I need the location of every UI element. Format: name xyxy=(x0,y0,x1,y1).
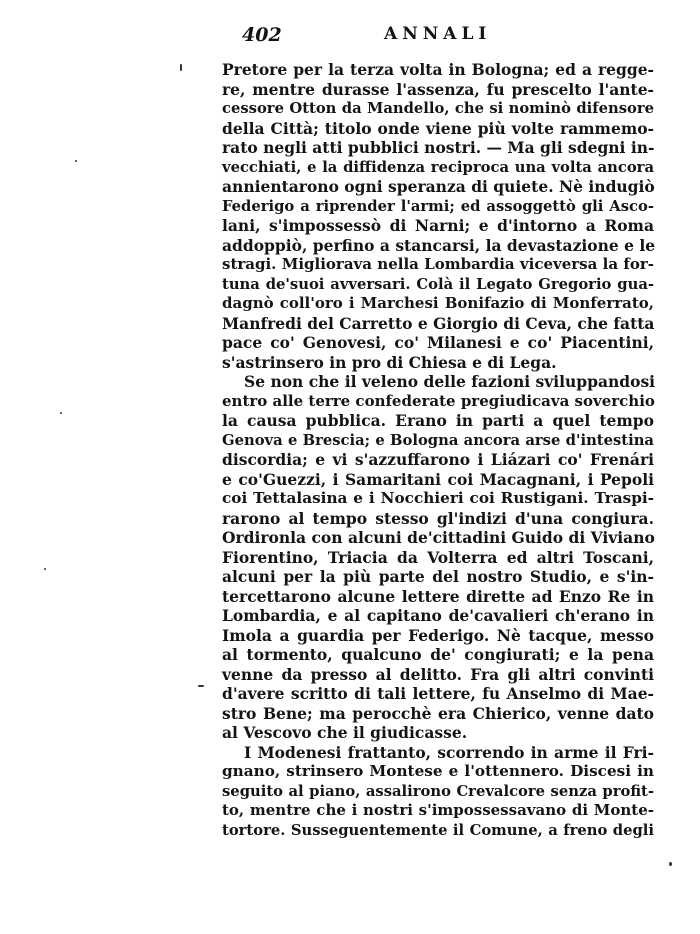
text-line: pace co' Genovesi, co' Milanesi e co' Piacentini, xyxy=(222,333,654,352)
text-line: Lombardia, e al capitano de'cavalieri ch'erano in xyxy=(222,606,654,625)
text-line: Pretore per la terza volta in Bologna; ed a regge- xyxy=(222,60,654,79)
text-line: vecchiati, e la diffidenza reciproca una volta ancora xyxy=(222,158,654,176)
text-line: discordia; e vi s'azzuffarono i Liázari co' Frenári xyxy=(222,450,654,469)
text-line: stragi. Migliorava nella Lombardia viceversa la for- xyxy=(222,255,654,273)
body-text xyxy=(222,60,654,840)
page-number: 402 xyxy=(242,24,282,46)
text-line: cessore Otton da Mandello, che si nominò difensore xyxy=(222,100,654,117)
print-speck xyxy=(44,568,46,570)
text-line: s'astrinsero in pro di Chiesa e di Lega. xyxy=(222,352,557,372)
text-line: al tormento, qualcuno de' congiurati; e la pena xyxy=(222,645,654,664)
text-line: d'avere scritto di tali lettere, fu Anselmo di Mae- xyxy=(222,684,654,703)
print-speck xyxy=(669,862,672,866)
text-line: gnano, strinsero Montese e l'ottennero. Discesi in xyxy=(222,762,654,780)
text-line: Imola a guardia per Federigo. Nè tacque, messo xyxy=(222,625,654,645)
print-speck xyxy=(75,160,77,162)
text-line: seguito al piano, assalirono Crevalcore senza profit- xyxy=(222,782,654,800)
text-line: e co'Guezzi, i Samaritani coi Macagnani, i Pepoli xyxy=(222,469,654,489)
text-line: stro Bene; ma perocchè era Chierico, venne dato xyxy=(222,703,654,723)
text-line: lani, s'impossessò di Narni; e d'intorno a Roma xyxy=(222,216,654,235)
print-speck xyxy=(180,64,182,71)
text-line: I Modenesi frattanto, scorrendo in arme il Fri- xyxy=(244,742,654,762)
text-line: al Vescovo che il giudicasse. xyxy=(222,723,468,742)
text-line: rarono al tempo stesso gl'indizi d'una congiura. xyxy=(222,508,654,528)
text-line: venne da presso al delitto. Fra gli altri convinti xyxy=(222,664,654,684)
text-line: la causa pubblica. Erano in parti a quel tempo xyxy=(222,411,654,430)
text-line: entro alle terre confederate pregiudicava soverchio xyxy=(222,391,655,410)
text-line: Genova e Brescia; e Bologna ancora arse d'intestina xyxy=(222,431,654,449)
text-line: alcuni per la più parte del nostro Studio, e s'in- xyxy=(222,567,654,586)
text-line: Fiorentino, Triacia da Volterra ed altri Toscani, xyxy=(222,547,654,567)
text-line: re, mentre durasse l'assenza, fu prescelto l'ante- xyxy=(222,79,654,99)
text-line: dagnò coll'oro i Marchesi Bonifazio di Monferrato, xyxy=(222,294,654,312)
text-line: Ordironla con alcuni de'cittadini Guido di Viviano xyxy=(222,528,655,547)
text-line: della Città; titolo onde viene più volte rammemo- xyxy=(222,118,654,138)
text-line: annientarono ogni speranza di quiete. Nè indugiò xyxy=(222,177,655,196)
text-line: tercettarono alcune lettere dirette ad Enzo Re in xyxy=(222,586,654,606)
print-speck xyxy=(60,412,62,414)
text-line: to, mentre che i nostri s'impossessavano di Monte- xyxy=(222,801,654,819)
text-line: coi Tettalasina e i Nocchieri coi Rustigani. Traspi- xyxy=(222,489,654,507)
page-header xyxy=(222,22,662,50)
text-line: tortore. Susseguentemente il Comune, a freno degli xyxy=(222,821,654,839)
text-line: addoppiò, perfino a stancarsi, la devastazione e le xyxy=(222,235,656,255)
text-line: tuna de'suoi avversari. Colà il Legato Gregorio gua- xyxy=(222,275,654,293)
text-line: Se non che il veleno delle fazioni sviluppandosi xyxy=(244,372,656,391)
print-speck xyxy=(198,685,204,687)
text-line: Federigo a riprender l'armi; ed assoggettò gli Asco- xyxy=(222,197,654,215)
running-head: ANNALI xyxy=(384,24,492,44)
text-line: Manfredi del Carretto e Giorgio di Ceva, che fatta xyxy=(222,313,655,333)
text-line: rato negli atti pubblici nostri. — Ma gli sdegni in- xyxy=(222,138,655,157)
